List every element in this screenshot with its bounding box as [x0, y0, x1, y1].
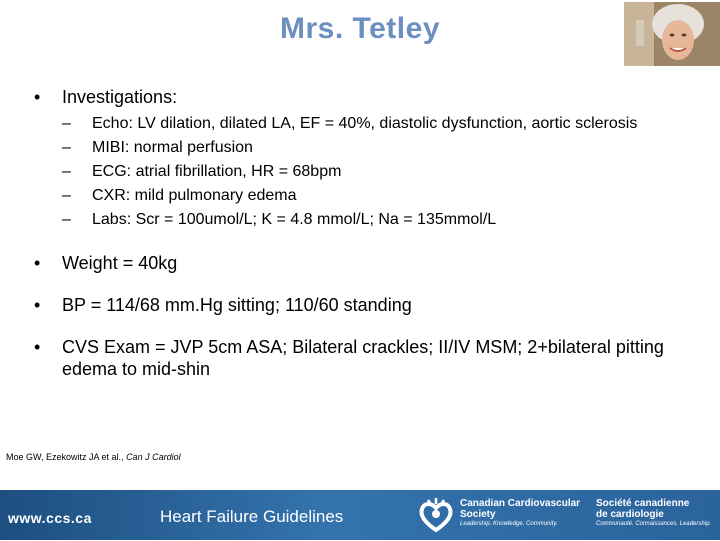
dash-marker: – — [62, 163, 71, 180]
bullet-marker: • — [34, 87, 41, 107]
dash-marker: – — [62, 211, 71, 228]
bullet-cvs-exam — [34, 336, 694, 380]
sub-item-text: Echo: LV dilation, dilated LA, EF = 40%, diastolic dysfunction, aortic sclerosis — [92, 115, 638, 132]
bullet-text: Investigations: — [62, 87, 178, 107]
bullet-marker: • — [34, 295, 41, 315]
slide-content — [34, 86, 694, 380]
bullet-text: CVS Exam = JVP 5cm ASA; Bilateral crackles; II/IV MSM; 2+bilateral pitting edema to mid-shin — [62, 337, 664, 379]
slide-title: Mrs. Tetley — [280, 12, 440, 45]
bullet-text: BP = 114/68 mm.Hg sitting; 110/60 standing — [62, 295, 412, 315]
sub-item-text: CXR: mild pulmonary edema — [92, 187, 297, 204]
dash-marker: – — [62, 187, 71, 204]
dash-marker: – — [62, 115, 71, 132]
footer-bar — [0, 490, 720, 540]
investigations-list — [62, 114, 694, 230]
footer-title: Heart Failure Guidelines — [160, 507, 344, 526]
bullet-weight — [34, 252, 694, 274]
sub-item-labs — [62, 210, 694, 230]
bullet-text: Weight = 40kg — [62, 253, 178, 273]
patient-photo — [624, 2, 720, 66]
sub-item-cxr — [62, 186, 694, 206]
sub-item-text: Labs: Scr = 100umol/L; K = 4.8 mmol/L; Na = 135mmol/L — [92, 211, 497, 228]
bullet-investigations — [34, 86, 694, 108]
sub-item-echo — [62, 114, 694, 134]
bullet-marker: • — [34, 253, 41, 273]
ccs-heart-logo-icon — [416, 496, 456, 536]
sub-item-ecg — [62, 162, 694, 182]
sub-item-text: ECG: atrial fibrillation, HR = 68bpm — [92, 163, 342, 180]
dash-marker: – — [62, 139, 71, 156]
footer-url-link[interactable]: www.ccs.ca — [8, 510, 92, 526]
sub-item-mibi — [62, 138, 694, 158]
org-name-english: Canadian Cardiovascular Society Leadership. Knowledge. Community. — [460, 498, 581, 527]
bullet-marker: • — [34, 337, 41, 357]
org-name-french: Société canadienne de cardiologie Communauté. Connaissances. Leadership. — [596, 498, 712, 527]
citation-journal: Can J Cardiol — [126, 452, 181, 462]
bullet-bp — [34, 294, 694, 316]
sub-item-text: MIBI: normal perfusion — [92, 139, 253, 156]
citation — [6, 452, 181, 462]
citation-authors: Moe GW, Ezekowitz JA et al., — [6, 452, 124, 462]
